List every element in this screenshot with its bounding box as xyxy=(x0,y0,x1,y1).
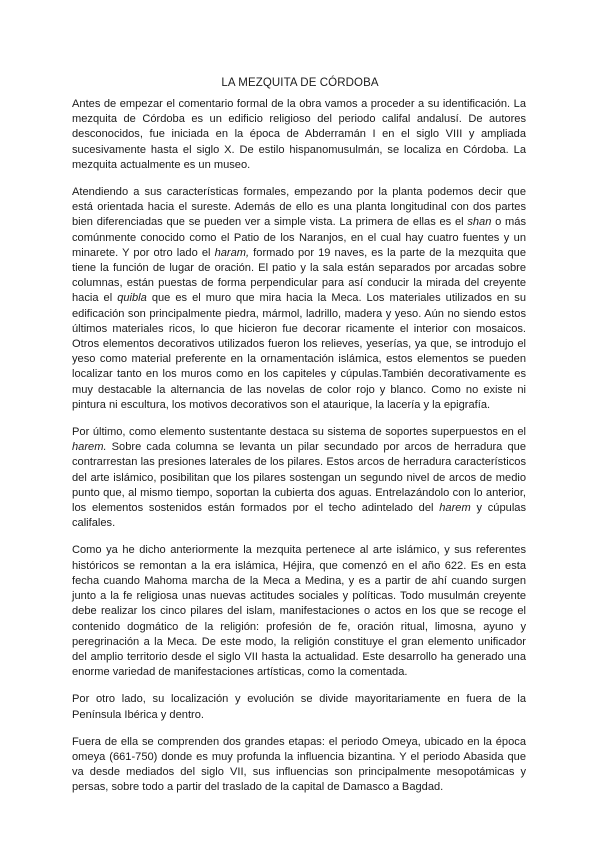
paragraph xyxy=(72,735,526,796)
paragraph xyxy=(72,185,526,413)
paragraph-text: Sobre cada columna se levanta un pilar secundado por arcos de herradura que contrarrestan las presiones laterales de los pilares. Estos arcos de herradura característicos del arte islámico, posibilitan que los pilares sostengan un segundo nivel de arcos de medio punto que, al mismo tiempo, soportan la cubierta dos aguas. Entrelazándolo con lo anterior, los elementos sostenidos están formados por el techo adintelado del xyxy=(72,441,526,515)
paragraph-text: que es el muro que mira hacia la Meca. Los materiales utilizados en su edificación son principalmente piedra, mármol, ladrillo, madera y yeso. Aún no siendo estos últimos materiales ricos, lo que hicieron fue decorar ricamente el interior con mosaicos. Otros elementos decorativos utilizados fueron los relieves, yeserías, ya que, se introdujo el yeso como material preferente en la ornamentación islámica, estos elementos se pueden localizar tanto en los muros como en los capiteles y cúpulas.También decorativamente es muy destacable la alternancia de las novelas de color rojo y blanco. Como no existe ni pintura ni escultura, los motivos decorativos son el ataurique, la lacería y la epigrafía. xyxy=(72,292,526,411)
italic-term: quibla xyxy=(117,292,147,305)
paragraph xyxy=(72,543,526,680)
paragraph-text: Antes de empezar el comentario formal de la obra vamos a proceder a su identificación. La mezquita de Córdoba es un edificio religioso del periodo califal andalusí. De autores desconocidos, fue iniciada en la época de Abderramán I en el siglo VIII y ampliada sucesivamente hasta el siglo X. De estilo hispanomusulmán, se localiza en Córdoba. La mezquita actualmente es un museo. xyxy=(72,98,526,171)
italic-term: harem xyxy=(439,502,471,515)
paragraph-text: Por otro lado, su localización y evolución se divide mayoritariamente en fuera de la Península Ibérica y dentro. xyxy=(72,693,526,721)
paragraph xyxy=(72,425,526,531)
paragraph xyxy=(72,692,526,722)
paragraph-text: y cúpulas califales. xyxy=(72,502,526,530)
paragraph-text: o más comúnmente conocido como el Patio de los Naranjos, en el cual hay cuatro fuentes y un minarete. Y por otro lado el xyxy=(72,216,527,259)
paragraph-text: Atendiendo a sus características formales, empezando por la planta podemos decir que está orientada hacia el sureste. Además de ello es una planta longitudinal con dos partes bien diferenciadas que se pueden ver a simple vista. La primera de ellas es el xyxy=(72,186,526,229)
italic-term: haram, xyxy=(214,246,250,259)
paragraph-text: Como ya he dicho anteriormente la mezquita pertenece al arte islámico, y sus referentes históricos se remontan a la era islámica, Héjira, que comenzó en el año 622. Es en esta fecha cuando Mahoma marcha de la Meca a Medina, y es a partir de ahí cuando surgen junto a la fe religiosa unas nuevas actitudes sociales y políticas. Todo musulmán creyente debe realizar los cinco pilares del islam, manifestaciones o actos en los que se recoge el contenido dogmático de la religión: profesión de fe, oración ritual, limosna, ayuno y peregrinación a la Meca. De este modo, la religión constituye el gran elemento unificador del amplio territorio desde el siglo VII hasta la actualidad. Este desarrollo ha generado una enorme variedad de manifestaciones artísticas, como la comentada. xyxy=(72,544,526,679)
paragraph-text: formado por 19 naves, es la parte de la mezquita que tiene la función de lugar de oración. El patio y la sala están separados por arcadas sobre columnas, están puestas de forma perpendicular para así conducir la mirada del creyente hacia el xyxy=(72,246,526,305)
italic-term: shan xyxy=(467,216,492,229)
paragraph-text: Fuera de ella se comprenden dos grandes etapas: el periodo Omeya, ubicado en la época omeya (661-750) donde es muy profunda la influencia bizantina. Y el periodo Abasida que va desde mediados del siglo VII, sus influencias son principalmente mesopotámicas y persas, sobre todo a partir del traslado de la capital de Damasco a Bagdad. xyxy=(72,735,526,794)
paragraph xyxy=(72,97,526,173)
italic-term: harem. xyxy=(72,441,107,454)
paragraph-text: Por último, como elemento sustentante destaca su sistema de soportes superpuestos en el xyxy=(72,426,526,439)
document-body xyxy=(72,97,526,808)
document-title: LA MEZQUITA DE CÓRDOBA xyxy=(221,77,379,89)
